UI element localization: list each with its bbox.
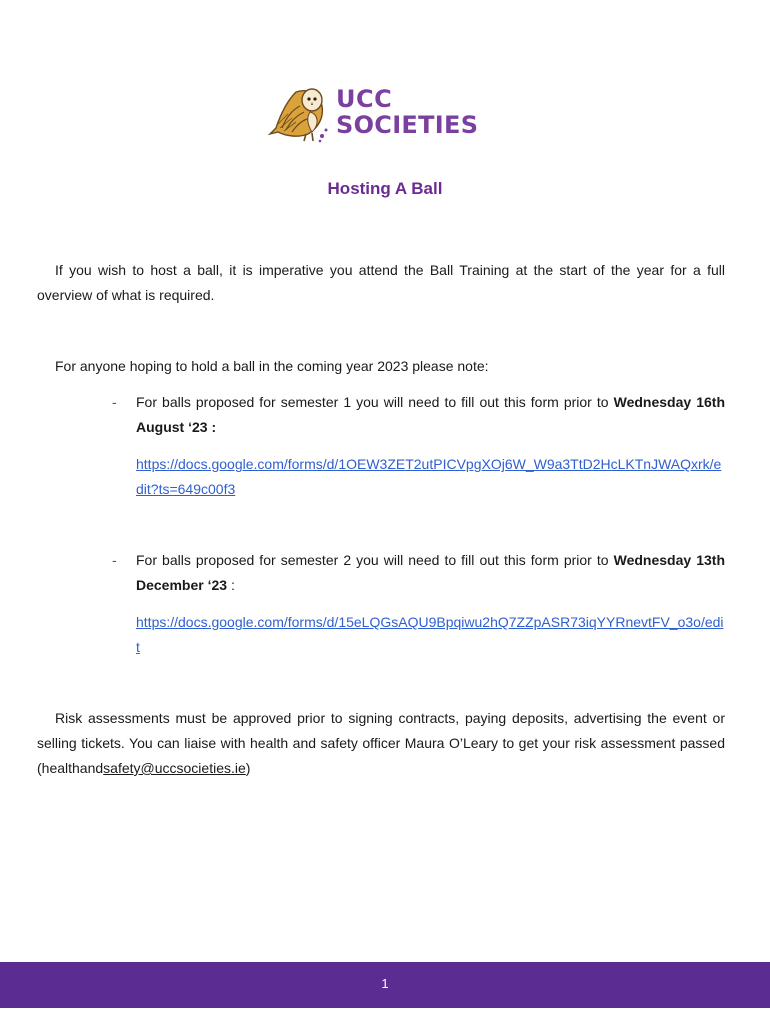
deadline-date: Wednesday 13th December ‘23 bbox=[136, 552, 725, 593]
bullet-body: For balls proposed for semester 2 you will need to fill out this form prior to bbox=[136, 552, 614, 568]
risk-close: ) bbox=[245, 760, 251, 776]
bullet-text bbox=[136, 548, 725, 598]
logo-text bbox=[336, 86, 478, 138]
page-title: Hosting A Ball bbox=[327, 179, 443, 198]
deadline-date: Wednesday 16th August ‘23 : bbox=[136, 394, 725, 435]
bullet-semester-2 bbox=[112, 548, 725, 598]
bullet-dash: - bbox=[112, 394, 117, 410]
bullet-semester-1 bbox=[112, 390, 725, 440]
page-number: 1 bbox=[381, 976, 389, 991]
intro-text: If you wish to host a ball, it is imperative you attend the Ball Training at the start of the year for a full overview of what is required. bbox=[37, 262, 725, 303]
bullet-dash: - bbox=[112, 552, 117, 568]
bullet-text bbox=[136, 390, 725, 440]
note-paragraph bbox=[37, 354, 725, 379]
bullet-suffix: : bbox=[227, 577, 235, 593]
risk-text: Risk assessments must be approved prior to signing contracts, paying deposits, advertising the event or selling tickets. You can liaise with health and safety officer Maura O’Leary to get your risk assessment passed (healthand bbox=[37, 710, 725, 776]
bullet-body: For balls proposed for semester 1 you will need to fill out this form prior to bbox=[136, 394, 614, 410]
email-link[interactable]: safety@uccsocieties.ie bbox=[103, 760, 246, 776]
ucc-societies-logo bbox=[266, 84, 480, 144]
form-link-semester-1[interactable]: https://docs.google.com/forms/d/1OEW3ZET2utPICVpgXOj6W_W9a3TtD2HcLKTnJWAQxrk/edit?ts=649c00f3 bbox=[136, 456, 722, 497]
form-link-semester-2[interactable]: https://docs.google.com/forms/d/15eLQGsAQU9Bpqiwu2hQ7ZZpASR73iqYYRnevtFV_o3o/edit bbox=[136, 614, 724, 655]
note-text: For anyone hoping to hold a ball in the coming year 2023 please note: bbox=[55, 358, 489, 374]
intro-paragraph bbox=[37, 258, 725, 308]
owl-icon bbox=[266, 84, 332, 144]
page-footer bbox=[0, 962, 770, 1008]
risk-paragraph bbox=[37, 706, 725, 781]
logo-text-ucc: UCC bbox=[336, 85, 393, 113]
logo-text-societies: SOCIETIES bbox=[336, 111, 479, 139]
